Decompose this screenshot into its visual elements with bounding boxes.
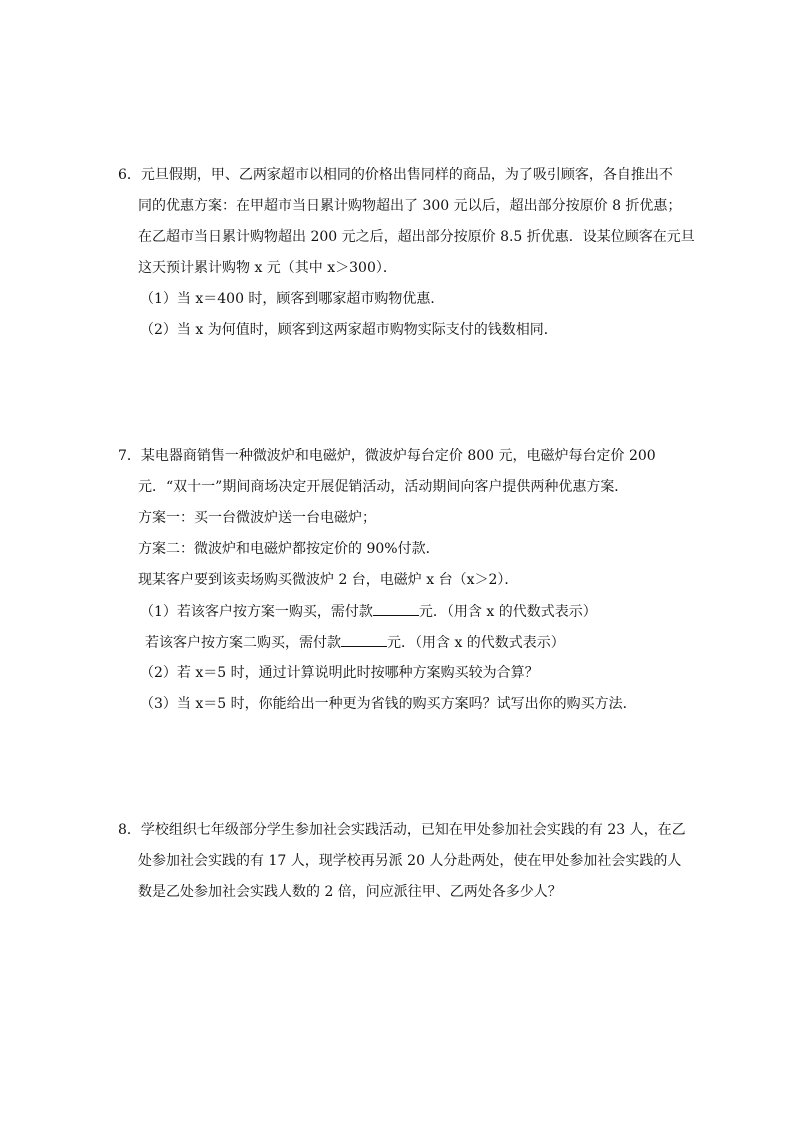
q6-line-2: 同的优惠方案：在甲超市当日累计购物超出了 300 元以后，超出部分按原价 8 折优惠；	[138, 198, 682, 214]
q6-line-1: 6．元旦假期，甲、乙两家超市以相同的价格出售同样的商品，为了吸引顾客，各自推出不	[118, 167, 673, 183]
q8-line-3: 数是乙处参加社会实践人数的 2 倍，问应派往甲、乙两处各多少人？	[138, 884, 562, 900]
q8-line-2: 处参加社会实践的有 17 人，现学校再另派 20 人分赴两处，使在甲处参加社会实践的人	[138, 853, 682, 869]
q7-part-1a-suffix: 元．（用含 x 的代数式表示）	[418, 604, 597, 620]
q6-part-1: （1）当 x＝400 时，顾客到哪家超市购物优惠．	[140, 291, 445, 307]
q7-line-2: 元．“双十一”期间商场决定开展促销活动，活动期间向客户提供两种优惠方案．	[138, 479, 629, 495]
q7-part-1a-text: （1）若该客户按方案一购买，需付款	[140, 604, 373, 620]
q6-part-2: （2）当 x 为何值时，顾客到这两家超市购物实际支付的钱数相同．	[140, 322, 558, 338]
q8-line-1: 8．学校组织七年级部分学生参加社会实践活动，已知在甲处参加社会实践的有 23 人，在乙	[118, 822, 686, 838]
q6-line-3: 在乙超市当日累计购物超出 200 元之后，超出部分按原价 8.5 折优惠．设某位顾客在元旦	[138, 229, 695, 245]
answer-blank[interactable]	[341, 632, 387, 647]
q7-part-3: （3）当 x＝5 时，你能给出一种更为省钱的购买方案吗？试写出你的购买方法．	[140, 696, 637, 712]
q7-part-1b-text: 若该客户按方案二购买，需付款	[145, 635, 341, 651]
answer-blank[interactable]	[373, 601, 419, 616]
q6-line-4: 这天预计累计购物 x 元（其中 x＞300）．	[138, 260, 397, 276]
q7-plan-2: 方案二：微波炉和电磁炉都按定价的 90%付款．	[138, 541, 440, 557]
q7-scenario: 现某客户要到该卖场购买微波炉 2 台，电磁炉 x 台（x＞2）．	[138, 572, 519, 588]
q7-plan-1: 方案一：买一台微波炉送一台电磁炉；	[138, 510, 376, 526]
q7-part-1a	[140, 601, 597, 622]
q7-line-1: 7．某电器商销售一种微波炉和电磁炉，微波炉每台定价 800 元，电磁炉每台定价 200	[118, 448, 656, 464]
q7-part-1b-suffix: 元．（用含 x 的代数式表示）	[387, 635, 565, 651]
q7-part-2: （2）若 x＝5 时，通过计算说明此时按哪种方案购买较为合算？	[140, 665, 539, 681]
q7-part-1b	[145, 632, 565, 653]
